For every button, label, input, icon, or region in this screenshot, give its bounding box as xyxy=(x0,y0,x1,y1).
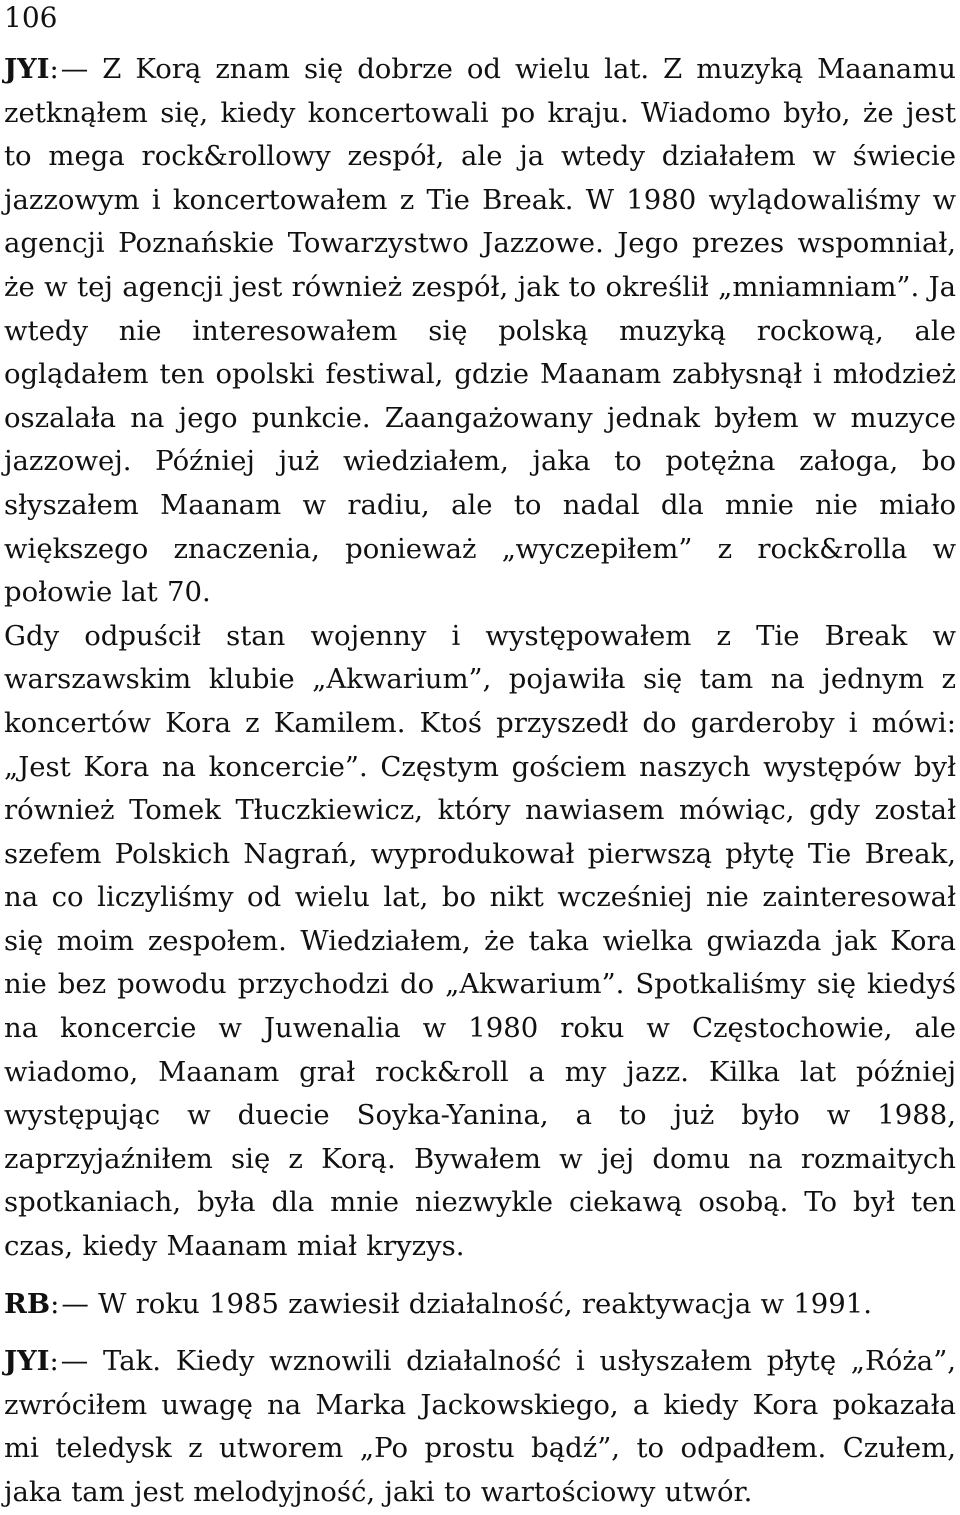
dash-mark: — xyxy=(60,1345,89,1378)
dash-mark: — xyxy=(60,53,89,85)
speaker-label: JYI xyxy=(4,53,50,85)
paragraph-rb xyxy=(4,1283,956,1327)
paragraph-jyi-1 xyxy=(4,48,956,615)
page-number: 106 xyxy=(4,1,58,34)
paragraph-jyi-2 xyxy=(4,1340,956,1514)
dash-mark: — xyxy=(61,1287,89,1320)
speaker-label: RB xyxy=(4,1287,51,1320)
speaker-separator: : xyxy=(49,1345,59,1378)
paragraph-text: W roku 1985 zawiesił działalność, reaktywacja w 1991. xyxy=(98,1287,872,1320)
paragraph-continuation xyxy=(4,615,956,1269)
speaker-label: JYI xyxy=(4,1345,50,1378)
paragraph-text: Tak. Kiedy wznowili działalność i usłyszałem płytę „Róża”, zwróciłem uwagę na Marka Jackowskiego, a kiedy Kora pokazała mi teledysk z utworem „Po prostu bądź”, to odpadłem. Czułem, jaka tam jest melodyjność, jaki to wartościowy utwór. xyxy=(4,1345,957,1508)
paragraph-text: Gdy odpuścił stan wojenny i występowałem z Tie Break w warszawskim klubie „Akwarium”, pojawiła się tam na jednym z koncertów Kora z Kamilem. Ktoś przyszedł do garderoby i mówi: „Jest Kora na koncercie”. Częstym gościem naszych występów był również Tomek Tłuczkiewicz, który nawiasem mówiąc, gdy został szefem Polskich Nagrań, wyprodukował pierwszą płytę Tie Break, na co liczyliśmy od wielu lat, bo nikt wcześniej nie zainteresował się moim zespołem. Wiedziałem, że taka wielka gwiazda jak Kora nie bez powodu przychodzi do „Akwarium”. Spotkaliśmy się kiedyś na koncercie w Juwenalia w 1980 roku w Częstochowie, ale wiadomo, Maanam grał rock&roll a my jazz. Kilka lat później występując w duecie Soyka-Yanina, a to już było w 1988, zaprzyjaźniłem się z Korą. Bywałem w jej domu na rozmaitych spotkaniach, była dla mnie niezwykle ciekawą osobą. To był ten czas, kiedy Maanam miał kryzys. xyxy=(4,619,956,1263)
document-body xyxy=(4,48,956,1515)
speaker-separator: : xyxy=(50,1287,60,1320)
paragraph-text: Z Korą znam się dobrze od wielu lat. Z muzyką Maanamu zetknąłem się, kiedy koncertowali po kraju. Wiadomo było, że jest to mega rock&rollowy zespół, ale ja wtedy działałem w świecie jazzowym i koncertowałem z Tie Break. W 1980 wylądowaliśmy w agencji Poznańskie Towarzystwo Jazzowe. Jego prezes wspomniał, że w tej agencji jest również zespół, jak to określił „mniamniam”. Ja wtedy nie interesowałem się polską muzyką rockową, ale oglądałem ten opolski festiwal, gdzie Maanam zabłysnął i młodzież oszalała na jego punkcie. Zaangażowany jednak byłem w muzyce jazzowej. Później już wiedziałem, jaka to potężna załoga, bo słyszałem Maanam w radiu, ale to nadal dla mnie nie miało większego znaczenia, ponieważ „wyczepiłem” z rock&rolla w połowie lat 70. xyxy=(4,53,956,609)
speaker-separator: : xyxy=(49,53,59,85)
